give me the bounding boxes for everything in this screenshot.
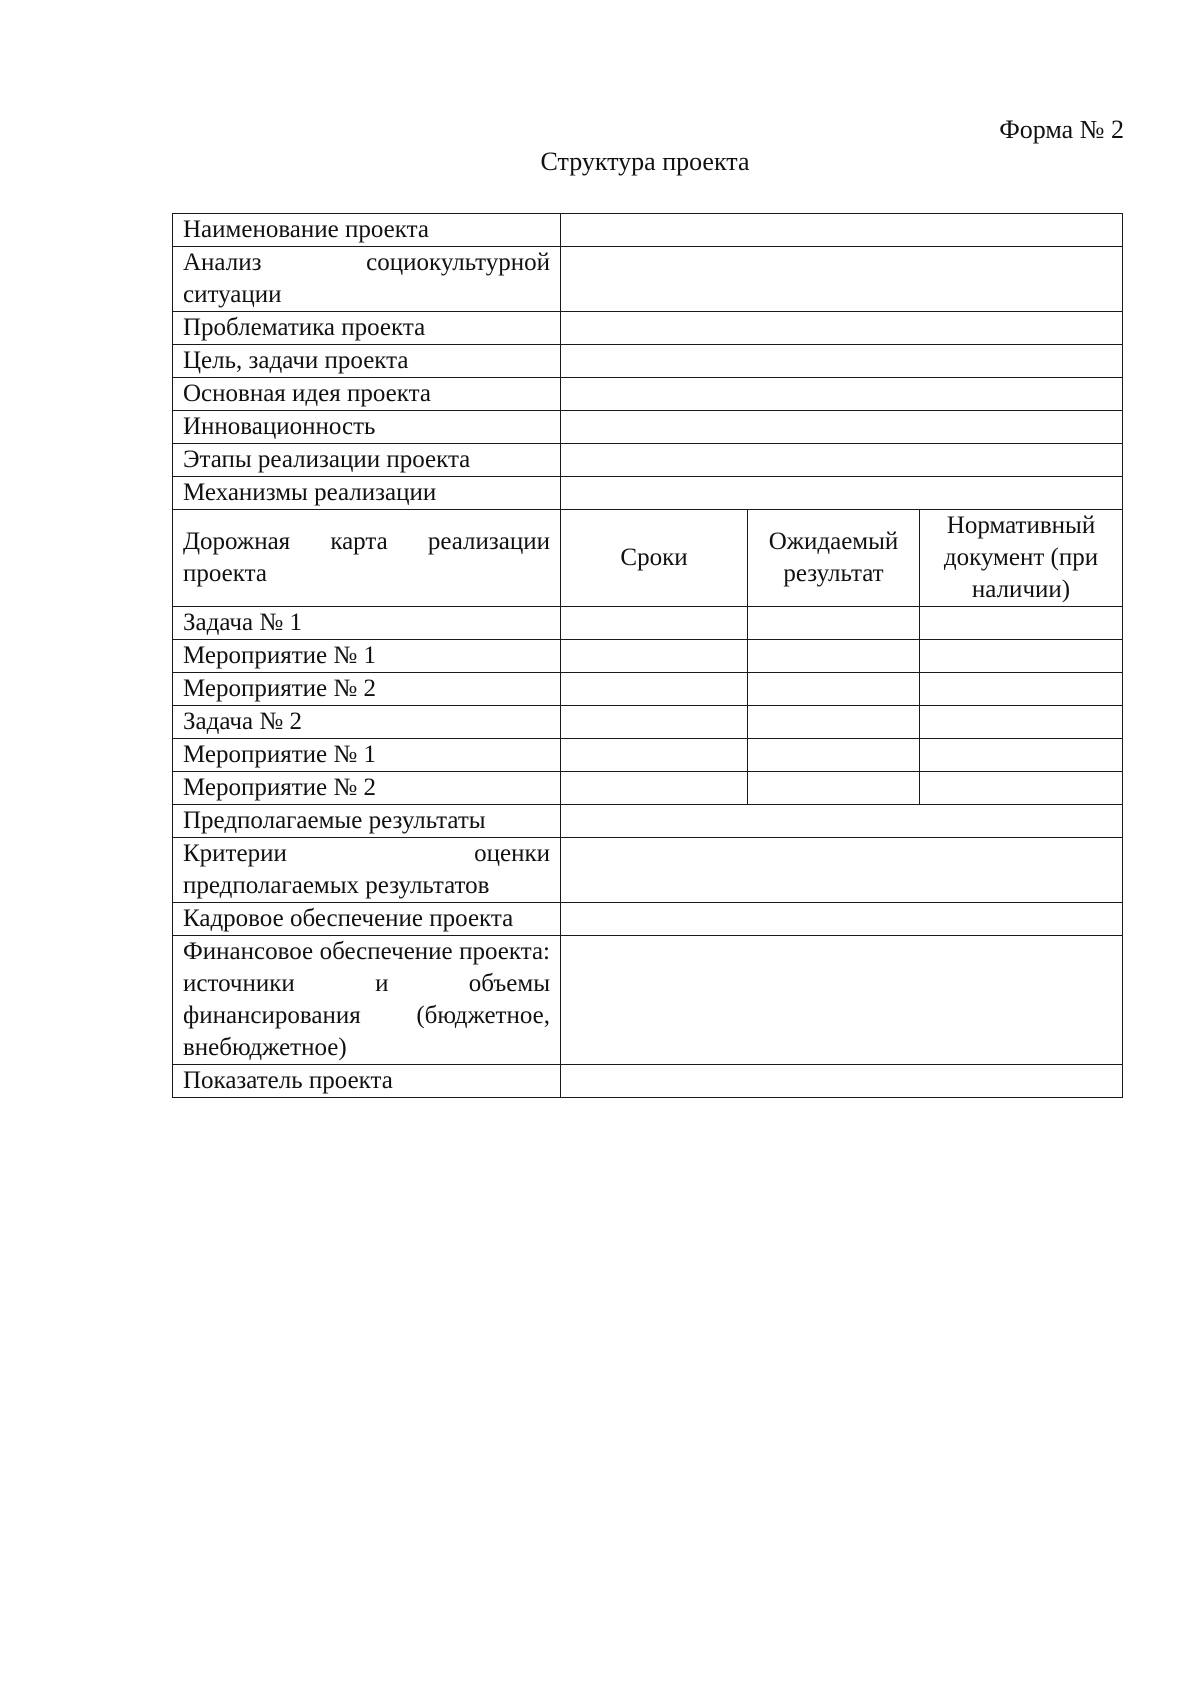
column-header-expected-result: Ожидаемый результат (748, 510, 920, 607)
field-terms[interactable] (561, 607, 748, 640)
roadmap-row (173, 607, 1123, 640)
roadmap-header-row (173, 510, 1123, 607)
field-project-name[interactable] (561, 214, 1123, 247)
field-expected-result[interactable] (748, 706, 920, 739)
field-financing[interactable] (561, 936, 1123, 1065)
roadmap-row-label: Мероприятие № 1 (173, 739, 561, 772)
table-row (173, 444, 1123, 477)
field-innovation[interactable] (561, 411, 1123, 444)
table-row (173, 312, 1123, 345)
table-row (173, 378, 1123, 411)
field-expected-result[interactable] (748, 607, 920, 640)
table-row (173, 936, 1123, 1065)
field-terms[interactable] (561, 772, 748, 805)
roadmap-row-label: Мероприятие № 2 (173, 673, 561, 706)
field-mechanisms[interactable] (561, 477, 1123, 510)
field-normative-document[interactable] (920, 706, 1123, 739)
row-label-expected-results: Предполагаемые результаты (173, 805, 561, 838)
field-normative-document[interactable] (920, 772, 1123, 805)
field-stages[interactable] (561, 444, 1123, 477)
table-row (173, 411, 1123, 444)
field-expected-result[interactable] (748, 739, 920, 772)
row-label-financing: Финансовое обеспечение проекта: источники и объемы финансирования (бюджетное, внебюджетное) (173, 936, 561, 1065)
roadmap-row (173, 706, 1123, 739)
field-expected-result[interactable] (748, 772, 920, 805)
table-row (173, 1065, 1123, 1098)
table-row (173, 214, 1123, 247)
roadmap-row-label: Мероприятие № 2 (173, 772, 561, 805)
field-normative-document[interactable] (920, 739, 1123, 772)
field-normative-document[interactable] (920, 673, 1123, 706)
row-label-mechanisms: Механизмы реализации (173, 477, 561, 510)
column-header-normative-document: Нормативный документ (при наличии) (920, 510, 1123, 607)
field-expected-result[interactable] (748, 673, 920, 706)
row-label-evaluation-criteria: Критерии оценки предполагаемых результатов (173, 838, 561, 903)
table-row (173, 838, 1123, 903)
roadmap-row (173, 640, 1123, 673)
column-header-terms: Сроки (561, 510, 748, 607)
row-label-innovation: Инновационность (173, 411, 561, 444)
roadmap-row (173, 673, 1123, 706)
roadmap-row-label: Задача № 1 (173, 607, 561, 640)
field-problems[interactable] (561, 312, 1123, 345)
table-row (173, 345, 1123, 378)
row-label-roadmap: Дорожная карта реализации проекта (173, 510, 561, 607)
roadmap-row (173, 739, 1123, 772)
table-row (173, 247, 1123, 312)
row-label-staffing: Кадровое обеспечение проекта (173, 903, 561, 936)
field-main-idea[interactable] (561, 378, 1123, 411)
field-evaluation-criteria[interactable] (561, 838, 1123, 903)
row-label-main-idea: Основная идея проекта (173, 378, 561, 411)
field-normative-document[interactable] (920, 607, 1123, 640)
field-goals[interactable] (561, 345, 1123, 378)
row-label-sociocultural-analysis: Анализ социокультурной ситуации (173, 247, 561, 312)
field-staffing[interactable] (561, 903, 1123, 936)
field-expected-results[interactable] (561, 805, 1123, 838)
field-normative-document[interactable] (920, 640, 1123, 673)
row-label-goals: Цель, задачи проекта (173, 345, 561, 378)
row-label-project-name: Наименование проекта (173, 214, 561, 247)
roadmap-row-label: Задача № 2 (173, 706, 561, 739)
row-label-problems: Проблематика проекта (173, 312, 561, 345)
field-terms[interactable] (561, 673, 748, 706)
field-terms[interactable] (561, 640, 748, 673)
row-label-project-indicator: Показатель проекта (173, 1065, 561, 1098)
field-expected-result[interactable] (748, 640, 920, 673)
field-sociocultural-analysis[interactable] (561, 247, 1123, 312)
table-row (173, 477, 1123, 510)
field-project-indicator[interactable] (561, 1065, 1123, 1098)
project-structure-table (172, 213, 1123, 1098)
field-terms[interactable] (561, 739, 748, 772)
field-terms[interactable] (561, 706, 748, 739)
roadmap-row (173, 772, 1123, 805)
table-row (173, 903, 1123, 936)
row-label-stages: Этапы реализации проекта (173, 444, 561, 477)
document-title: Структура проекта (540, 147, 750, 176)
form-number: Форма № 2 (999, 115, 1124, 144)
table-row (173, 805, 1123, 838)
roadmap-row-label: Мероприятие № 1 (173, 640, 561, 673)
